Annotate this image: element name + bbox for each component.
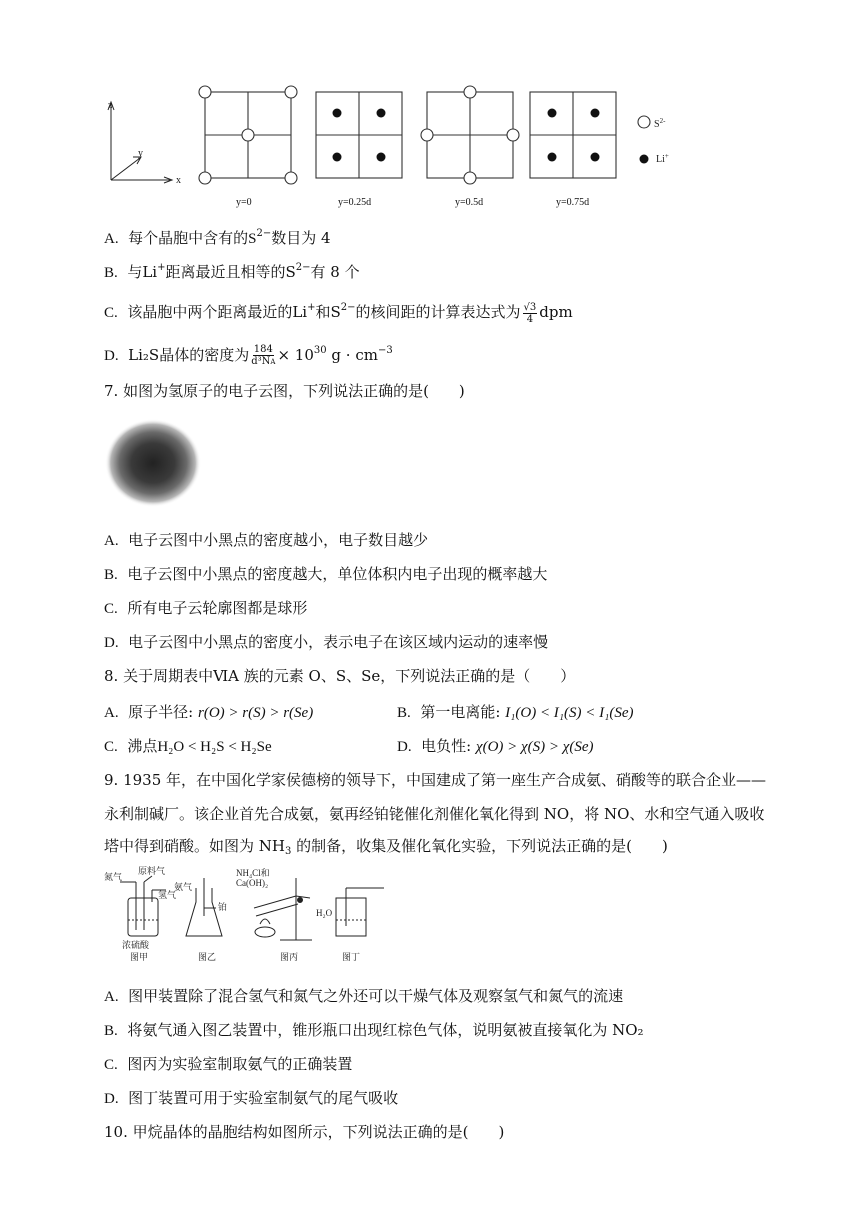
axis-label-y: y (138, 148, 143, 159)
legend-s-charge: 2- (659, 117, 666, 125)
panel-y025 (316, 92, 402, 178)
legend-s-marker (638, 116, 650, 128)
q9-option-d: D. 图丁装置可用于实验室制氨气的尾气吸收 (104, 1089, 399, 1107)
q7-option-b: B. 电子云图中小黑点的密度越大，单位体积内电子出现的概率越大 (104, 565, 548, 583)
q8-stem: 8. 关于周期表中ⅥA 族的元素 O、S、Se，下列说法正确的是（ ） (104, 667, 576, 685)
bing-label-2: Ca(OH)₂ (236, 878, 269, 888)
svg-text:S2- (654, 117, 666, 130)
crystal-figure (0, 0, 868, 220)
q9-stem-line-3: 塔中得到硝酸。如图为 $NH_3$ 的制备，收集及催化氧化实验，下列说法正确的是( ) (104, 837, 668, 857)
jia-label-feed: 原料气 (138, 866, 166, 876)
yi-label-pt: 铂 (218, 902, 228, 912)
legend-s-label: S (654, 119, 660, 130)
yi-label-nh3: 氨气 (174, 882, 193, 892)
caption-bing: 图丙 (280, 952, 299, 962)
q6-option-a: A. 每个晶胞中含有的$S^{2-}$数目为 4 (104, 228, 331, 247)
caption-yi: 图乙 (198, 952, 217, 962)
q7-option-a: A. 电子云图中小黑点的密度越小，电子数目越少 (104, 531, 429, 549)
legend-li-label: Li (656, 154, 665, 165)
caption-y05: y=0.5d (455, 197, 484, 208)
bing-label-1: NH₄Cl和 (236, 868, 270, 878)
q8-option-d: D. 电负性: χ(O) > χ(S) > χ(Se) (397, 737, 594, 755)
q9-stem-line-2: 永利制碱厂。该企业首先合成氨，氨再经铂铑催化剂催化氧化得到 NO，将 NO、水和空气通入吸收 (104, 805, 765, 823)
apparatus-figure (100, 868, 400, 968)
caption-ding: 图丁 (342, 952, 361, 962)
q8-option-b: B. 第一电离能: I₁(O) < I₁(S) < I₁(Se) (397, 703, 634, 721)
caption-y025: y=0.25d (338, 197, 372, 208)
legend-li-charge: + (664, 152, 669, 160)
caption-jia: 图甲 (130, 952, 149, 962)
q9-option-a: A. 图甲装置除了混合氢气和氮气之外还可以干燥气体及观察氢气和氮气的流速 (104, 987, 624, 1005)
panel-y0 (199, 86, 297, 184)
jia-label-h2: 氢气 (158, 890, 177, 900)
q8-option-c: C. 沸点H₂O < H₂S < H₂Se (104, 737, 272, 755)
q9-stem-line-1: 9. 1935 年，在中国化学家侯德榜的领导下，中国建成了第一座生产合成氨、硝酸等的联合企业—— (104, 771, 767, 789)
electron-cloud-image (102, 416, 202, 516)
legend (638, 116, 650, 164)
jia-label-acid: 浓硫酸 (122, 940, 150, 950)
svg-text:Li+ (656, 152, 669, 165)
q6-option-d: D. Li₂S晶体的密度为 $\frac{184}{\text{d³NA}}$ × $10^{30}$ $g \cdot cm^{-3}$ (104, 344, 393, 367)
q9-option-b: B. 将氨气通入图乙装置中，锥形瓶口出现红棕色气体，说明氨被直接氧化为 NO₂ (104, 1021, 644, 1039)
q6-option-b: B. 与Li+距离最近且相等的$S^{2-}$有 8 个 (104, 262, 360, 281)
q9-option-c: C. 图丙为实验室制取氨气的正确装置 (104, 1055, 353, 1073)
panel-y075 (530, 92, 616, 178)
q7-stem: 7. 如图为氢原子的电子云图，下列说法正确的是( ) (104, 382, 465, 400)
axes-diagram (108, 102, 172, 183)
caption-y0: y=0 (236, 197, 252, 208)
panel-y05 (421, 86, 519, 184)
jia-label-n2: 氮气 (104, 872, 123, 882)
legend-li-marker (640, 155, 649, 164)
axis-label-x: x (176, 175, 181, 186)
q10-stem: 10. 甲烷晶体的晶胞结构如图所示，下列说法正确的是( ) (104, 1123, 505, 1141)
q7-option-c: C. 所有电子云轮廓图都是球形 (104, 599, 308, 617)
caption-y075: y=0.75d (556, 197, 590, 208)
q7-option-d: D. 电子云图中小黑点的密度小，表示电子在该区域内运动的速率慢 (104, 633, 549, 651)
q6-option-c: C. 该晶胞中两个距离最近的Li+和$S^{2-}$的核间距的计算表达式为 $\frac{√3}{4}$ dpm (104, 301, 573, 325)
axis-label-z: z (108, 100, 113, 111)
q8-option-a: A. 原子半径: r(O) > r(S) > r(Se) (104, 703, 314, 721)
ding-label-water: H₂O (316, 908, 333, 918)
